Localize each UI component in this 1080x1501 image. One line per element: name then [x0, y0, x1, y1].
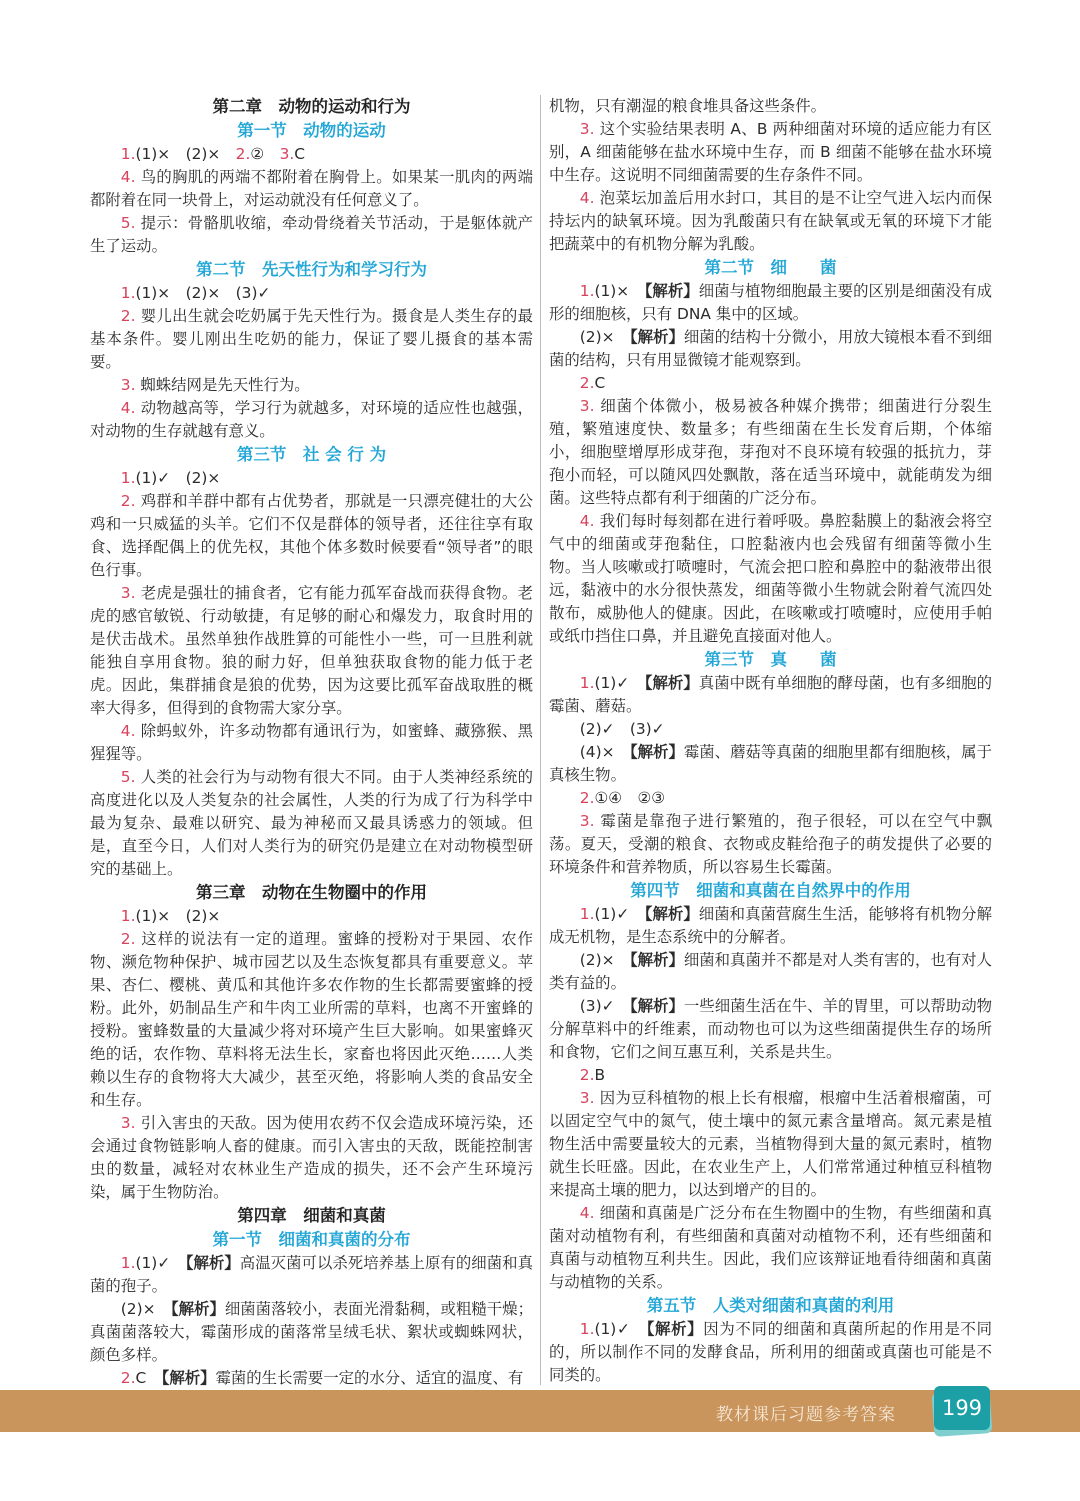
- answer-text: 细菌的结构十分微小，用放大镜根本看不到细菌的结构，只有用显微镜才能观察到。: [549, 328, 992, 369]
- answer-paragraph: [549, 1202, 992, 1294]
- section-heading: 第四节 细菌和真菌在自然界中的作用: [630, 881, 911, 900]
- answer-paragraph: [549, 1064, 992, 1087]
- question-number: 1.: [579, 282, 595, 300]
- answer-paragraph: [90, 374, 533, 397]
- question-number: 3.: [579, 120, 600, 138]
- answer-text: 我们每时每刻都在进行着呼吸。鼻腔黏膜上的黏液会将空气中的细菌或芽孢黏住，口腔黏液内也会残留有细菌等微小生物。当人咳嗽或打喷嚏时，气流会把口腔和鼻腔中的黏液带出很远，黏液中的水分很快蒸发，细菌等微小生物就会附着气流四处散布，威胁他人的健康。因此，在咳嗽或打喷嚏时，应使用手帕或纸巾挡住口鼻，并且避免直接面对他人。: [549, 512, 992, 645]
- answer-text: 动物越高等，学习行为就越多，对环境的适应性也越强，对动物的生存就越有意义。: [90, 399, 533, 440]
- footer-bar: [0, 1390, 1080, 1432]
- question-number: 1.: [579, 905, 595, 923]
- question-number: 2.: [235, 145, 251, 163]
- answer-paragraph: [549, 741, 992, 787]
- question-number: 3.: [120, 376, 141, 394]
- analysis-label: 【解析】: [629, 328, 684, 346]
- answer-paragraph: [549, 187, 992, 256]
- analysis-label: 【解析】: [644, 905, 699, 923]
- answer-text: 霉菌、蘑菇等真菌的细胞里都有细胞核，属于真核生物。: [549, 743, 992, 784]
- answer-paragraph: [90, 305, 533, 374]
- answer-paragraph: [549, 672, 992, 718]
- question-number: 3.: [579, 397, 601, 415]
- question-number: 2.: [579, 1066, 595, 1084]
- answer-text: 人类的社会行为与动物有很大不同。由于人类神经系统的高度进化以及人类复杂的社会属性，人类的行为成了行为科学中最为复杂、最难以研究、最为神秘而又最具诱惑力的领域。但是，直至今日，人们对人类行为的研究仍是建立在对动物模型研究的基础上。: [90, 768, 533, 878]
- answer-text: 因为豆科植物的根上长有根瘤，根瘤中生活着根瘤菌，可以固定空气中的氮气，使土壤中的氮元素含量增高。氮元素是植物生活中需要量较大的元素，当植物得到大量的氮元素时，植物就生长旺盛。因此，在农业生产上，人们常常通过种植豆科植物来提高土壤的肥力，以达到增产的目的。: [549, 1089, 992, 1199]
- question-number: 1.: [120, 284, 136, 302]
- answer-paragraph: [549, 326, 992, 372]
- section-heading: 第二节 细 菌: [704, 258, 837, 277]
- answer-paragraph: [90, 582, 533, 720]
- answer-paragraph: [549, 810, 992, 879]
- answer-paragraph: [549, 395, 992, 510]
- right-column: [549, 95, 992, 1387]
- question-number: 3.: [120, 584, 141, 602]
- answer-paragraph: [90, 397, 533, 443]
- analysis-label: 【解析】: [170, 1300, 225, 1318]
- answer-text: 霉菌是靠孢子进行繁殖的，孢子很轻，可以在空气中飘荡。夏天，受潮的粮食、衣物或皮鞋给孢子的萌发提供了必要的环境条件和营养物质，所以容易生长霉菌。: [549, 812, 992, 876]
- question-number: 2.: [579, 374, 595, 392]
- answer-paragraph: [90, 1367, 533, 1390]
- answer-text: (2)×: [579, 328, 630, 346]
- question-number: 3.: [579, 812, 601, 830]
- answer-text: (1)×: [594, 282, 645, 300]
- answer-text: 因为不同的细菌和真菌所起的作用是不同的，所以制作不同的发酵食品，所利用的细菌或真菌也可能是不同类的。: [549, 1320, 992, 1384]
- question-number: 4.: [120, 399, 141, 417]
- answer-text: (1)✓: [594, 1320, 647, 1338]
- answer-paragraph: [90, 212, 533, 258]
- analysis-label: 【解析】: [185, 1254, 240, 1272]
- answer-text: 婴儿出生就会吃奶属于先天性行为。摄食是人类生存的最基本条件。婴儿刚出生吃奶的能力，保证了婴儿摄食的基本需要。: [90, 307, 533, 371]
- section-heading: 第三节 社 会 行 为: [236, 445, 387, 464]
- answer-text: (4)×: [579, 743, 630, 761]
- answer-text: C: [594, 374, 606, 392]
- answer-paragraph: [549, 372, 992, 395]
- answer-paragraph: [549, 995, 992, 1064]
- answer-text: 高温灭菌可以杀死培养基上原有的细菌和真菌的孢子。: [90, 1254, 533, 1295]
- answer-text: ②: [250, 145, 280, 163]
- question-number: 4.: [120, 168, 141, 186]
- chapter-heading: 第四章 细菌和真菌: [237, 1206, 386, 1225]
- answer-paragraph: [549, 510, 992, 648]
- answer-paragraph: [549, 1087, 992, 1202]
- answer-text: 细菌和真菌营腐生生活，能够将有机物分解成无机物，是生态系统中的分解者。: [549, 905, 992, 946]
- answer-text: 机物，只有潮湿的粮食堆具备这些条件。: [549, 97, 827, 115]
- answer-text: (1)✓: [594, 674, 645, 692]
- column-divider: [540, 95, 541, 1385]
- answer-text: (1)✓: [135, 1254, 186, 1272]
- answer-text: B: [594, 1066, 606, 1084]
- answer-text: (1)✓: [594, 905, 645, 923]
- answer-text: 细菌菌落较小，表面光滑黏稠，或粗糙干燥；真菌菌落较大，霉菌形成的菌落常呈绒毛状、絮状或蜘蛛网状，颜色多样。: [90, 1300, 533, 1364]
- question-number: 2.: [120, 930, 142, 948]
- answer-text: (1)× (2)×: [135, 907, 221, 925]
- answer-text: C: [294, 145, 305, 163]
- question-number: 4.: [579, 512, 600, 530]
- question-number: 5.: [120, 214, 141, 232]
- chapter-heading: 第三章 动物在生物圈中的作用: [196, 883, 427, 902]
- question-number: 4.: [579, 1204, 600, 1222]
- answer-paragraph: [549, 1318, 992, 1387]
- answer-text: ①④ ②③: [594, 789, 666, 807]
- answer-paragraph: [90, 467, 533, 490]
- section-heading: 第三节 真 菌: [704, 650, 837, 669]
- answer-text: 这样的说法有一定的道理。蜜蜂的授粉对于果园、农作物、濒危物种保护、城市园艺以及生态恢复都具有重要意义。苹果、杏仁、樱桃、黄瓜和其他许多农作物的生长都需要蜜蜂的授粉。此外，奶制品生产和牛肉工业所需的草料，也离不开蜜蜂的授粉。蜜蜂数量的大量减少将对环境产生巨大影响。如果蜜蜂灭绝的话，农作物、草料将无法生长，家畜也将因此灭绝……人类赖以生存的食物将大大减少，甚至灭绝，将影响人类的食品安全和生存。: [90, 930, 533, 1109]
- question-number: 2.: [120, 492, 141, 510]
- section-heading: 第五节 人类对细菌和真菌的利用: [646, 1296, 895, 1315]
- answer-text: 这个实验结果表明 A、B 两种细菌对环境的适应能力有区别，A 细菌能够在盐水环境中生存，而 B 细菌不能够在盐水环境中生存。这说明不同细菌需要的生存条件不同。: [549, 120, 993, 184]
- answer-paragraph: [549, 95, 992, 118]
- answer-text: (2)×: [579, 951, 630, 969]
- question-number: 4.: [120, 722, 141, 740]
- answer-text: 提示：骨骼肌收缩，牵动骨绕着关节活动，于是躯体就产生了运动。: [90, 214, 533, 255]
- answer-paragraph: [549, 718, 992, 741]
- question-number: 1.: [120, 1254, 136, 1272]
- answer-text: 除蚂蚁外，许多动物都有通讯行为，如蜜蜂、藏猕猴、黑猩猩等。: [90, 722, 533, 763]
- analysis-label: 【解析】: [629, 997, 684, 1015]
- answer-paragraph: [90, 143, 533, 166]
- answer-paragraph: [549, 949, 992, 995]
- answer-text: 鸟的胸肌的两端不都附着在胸骨上。如果某一肌肉的两端都附着在同一块骨上，对运动就没有任何意义了。: [90, 168, 533, 209]
- question-number: 2.: [120, 307, 141, 325]
- question-number: 1.: [579, 1320, 595, 1338]
- answer-paragraph: [90, 1112, 533, 1204]
- answer-paragraph: [90, 905, 533, 928]
- answer-text: (1)× (2)× (3)✓: [135, 284, 271, 302]
- answer-text: 一些细菌生活在牛、羊的胃里，可以帮助动物分解草料中的纤维素，而动物也可以为这些细菌提供生存的场所和食物，它们之间互惠互利，关系是共生。: [549, 997, 992, 1061]
- answer-text: 蜘蛛结网是先天性行为。: [140, 376, 310, 394]
- section-heading: 第一节 细菌和真菌的分布: [212, 1230, 411, 1249]
- page-number: 199: [934, 1386, 990, 1430]
- analysis-label: 【解析】: [629, 743, 684, 761]
- answer-paragraph: [90, 490, 533, 582]
- answer-text: 泡菜坛加盖后用水封口，其目的是不让空气进入坛内而保持坛内的缺氧环境。因为乳酸菌只有在缺氧或无氧的环境下才能把蔬菜中的有机物分解为乳酸。: [549, 189, 992, 253]
- chapter-heading: 第二章 动物的运动和行为: [212, 97, 411, 116]
- question-number: 3.: [579, 1089, 600, 1107]
- answer-paragraph: [90, 720, 533, 766]
- answer-text: 细菌和真菌是广泛分布在生物圈中的生物，有些细菌和真菌对动植物有利，有些细菌和真菌对动植物不利，还有些细菌和真菌与动植物互利共生。因此，我们应该辩证地看待细菌和真菌与动植物的关系。: [549, 1204, 992, 1291]
- answer-paragraph: [549, 787, 992, 810]
- answer-text: 鸡群和羊群中都有占优势者，那就是一只漂亮健壮的大公鸡和一只威猛的头羊。它们不仅是群体的领导者，还往往享有取食、选择配偶上的优先权，其他个体多数时候要看“领导者”的眼色行事。: [90, 492, 533, 579]
- answer-paragraph: [90, 928, 533, 1112]
- answer-text: 细菌与植物细胞最主要的区别是细菌没有成形的细胞核，只有 DNA 集中的区域。: [549, 282, 992, 323]
- answer-paragraph: [549, 903, 992, 949]
- analysis-label: 【解析】: [161, 1369, 216, 1387]
- answer-text: (3)✓: [579, 997, 630, 1015]
- question-number: 4.: [579, 189, 600, 207]
- answer-text: (1)✓ (2)×: [135, 469, 221, 487]
- footer-title: 教材课后习题参考答案: [716, 1405, 896, 1425]
- answer-paragraph: [90, 1298, 533, 1367]
- analysis-label: 【解析】: [629, 951, 684, 969]
- section-heading: 第二节 先天性行为和学习行为: [196, 260, 427, 279]
- answer-text: 真菌中既有单细胞的酵母菌，也有多细胞的霉菌、蘑菇。: [549, 674, 992, 715]
- question-number: 3.: [120, 1114, 141, 1132]
- answer-text: 霉菌的生长需要一定的水分、适宜的温度、有: [215, 1369, 524, 1387]
- answer-text: 细菌个体微小，极易被各种媒介携带；细菌进行分裂生殖，繁殖速度快、数量多；有些细菌在生长发育后期，个体缩小，细胞壁增厚形成芽孢，芽孢对不良环境有较强的抵抗力，芽孢小而轻，可以随风四处飘散，落在适当环境中，就能萌发为细菌。这些特点都有利于细菌的广泛分布。: [549, 397, 992, 507]
- answer-paragraph: [549, 280, 992, 326]
- answer-paragraph: [90, 1252, 533, 1298]
- answer-paragraph: [549, 118, 992, 187]
- left-column: [90, 95, 533, 1390]
- answer-text: 老虎是强壮的捕食者，它有能力孤军奋战而获得食物。老虎的感官敏锐、行动敏捷，有足够的耐心和爆发力，取食时用的是伏击战术。虽然单独作战胜算的可能性小一些，可一旦胜利就能独自享用食物。狼的耐力好，但单独获取食物的能力低于老虎。因此，集群捕食是狼的优势，因为这要比孤军奋战取胜的概率大得多，但得到的食物需大家分享。: [90, 584, 533, 717]
- answer-text: (2)✓ (3)✓: [579, 720, 665, 738]
- question-number: 3.: [279, 145, 295, 163]
- analysis-label: 【解析】: [646, 1320, 704, 1338]
- answer-paragraph: [90, 282, 533, 305]
- answer-text: (1)× (2)×: [135, 145, 236, 163]
- section-heading: 第一节 动物的运动: [237, 121, 386, 140]
- answer-text: 引入害虫的天敌。因为使用农药不仅会造成环境污染，还会通过食物链影响人畜的健康。而引入害虫的天敌，既能控制害虫的数量，减轻对农林业生产造成的损失，还不会产生环境污染，属于生物防治。: [90, 1114, 533, 1201]
- question-number: 1.: [120, 469, 136, 487]
- answer-text: 细菌和真菌并不都是对人类有害的，也有对人类有益的。: [549, 951, 992, 992]
- analysis-label: 【解析】: [644, 674, 699, 692]
- question-number: 1.: [579, 674, 595, 692]
- question-number: 5.: [120, 768, 141, 786]
- analysis-label: 【解析】: [644, 282, 699, 300]
- question-number: 2.: [120, 1369, 136, 1387]
- question-number: 2.: [579, 789, 595, 807]
- answer-text: C: [135, 1369, 162, 1387]
- answer-text: (2)×: [120, 1300, 171, 1318]
- answer-paragraph: [90, 766, 533, 881]
- question-number: 1.: [120, 907, 136, 925]
- question-number: 1.: [120, 145, 136, 163]
- answer-paragraph: [90, 166, 533, 212]
